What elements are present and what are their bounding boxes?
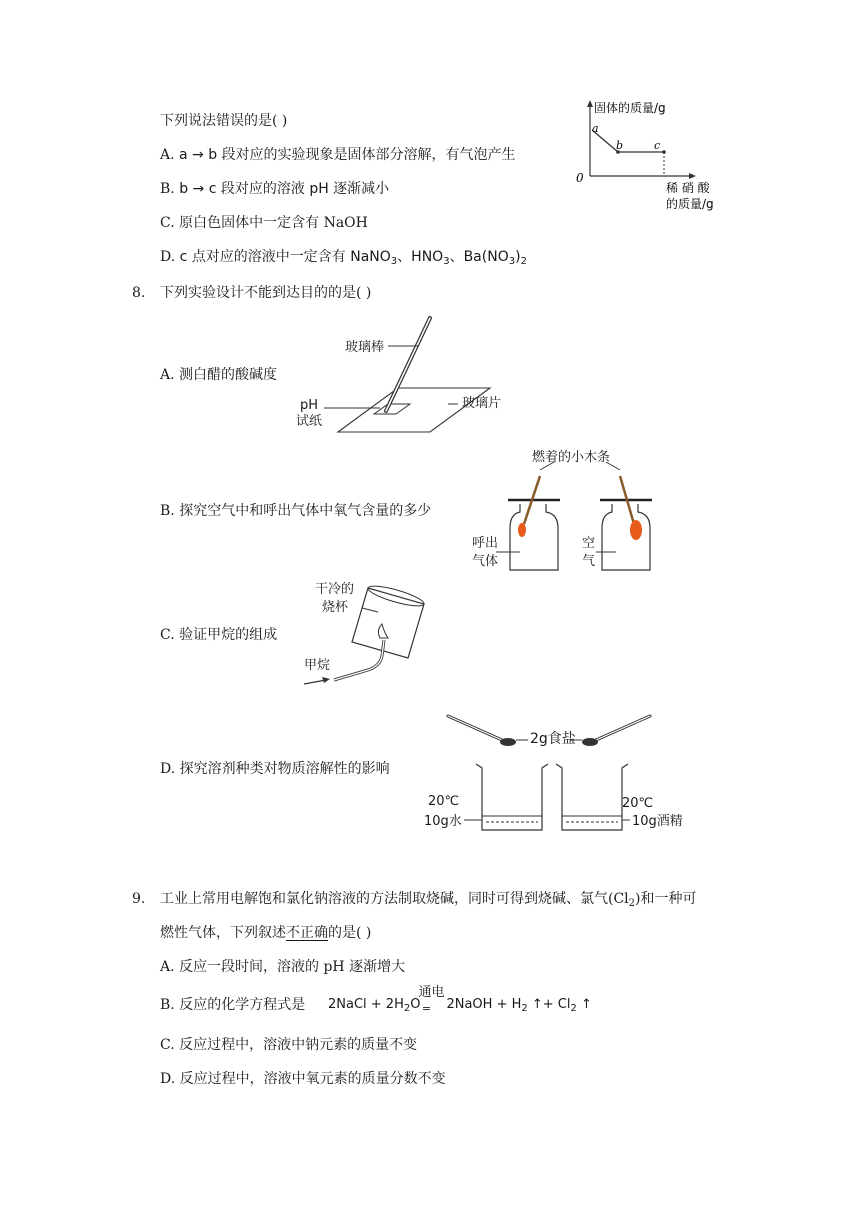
beaker [352, 588, 424, 658]
label-temp-left: 20℃ [428, 794, 460, 809]
option-text: 反应过程中，溶液中钠元素的质量不变 [179, 1037, 418, 1053]
option-letter: A. [160, 367, 175, 383]
option-text: 反应一段时间，溶液的 pH 逐渐增大 [179, 959, 406, 975]
beaker-pointer [362, 608, 378, 612]
label-methane: 甲烷 [304, 658, 331, 673]
option-letter: C. [160, 627, 175, 643]
option-letter: C. [160, 215, 175, 231]
option-text: 反应过程中，溶液中氧元素的质量分数不变 [179, 1071, 446, 1087]
q8-fig-a-ph-test [290, 310, 550, 440]
option-text: 探究空气中和呼出气体中氧气含量的多少 [179, 503, 432, 519]
option-letter: D. [160, 1071, 176, 1087]
option-text: 原白色固体中一定含有 NaOH [179, 215, 368, 231]
q9-equation: 2NaCl + $2H_2O$ 通电 $_=$ 2NaOH + $H_2$ ↑+ $Cl_2$ ↑ [328, 985, 592, 1015]
q7-option-a [160, 146, 516, 164]
q7-mass-graph [570, 96, 730, 216]
label-ph-line2: 试纸 [296, 414, 323, 429]
q9-option-c [160, 1036, 417, 1054]
q7-stem: 下列说法错误的是( ) [160, 113, 288, 129]
option-text: 探究溶剂种类对物质溶解性的影响 [179, 761, 390, 777]
beaker-alcohol [556, 764, 628, 830]
option-letter: A. [160, 147, 175, 163]
flame-small [518, 523, 526, 537]
ph-paper [374, 404, 410, 414]
x-axis-arrow [689, 173, 696, 179]
q7-option-d [160, 248, 527, 266]
option-letter: A. [160, 959, 175, 975]
label-air-line1: 空 [582, 536, 596, 551]
point-c-label: c [654, 139, 661, 152]
bottle-exhaled [510, 504, 558, 570]
q8-option-b [160, 502, 431, 520]
q7-option-c [160, 214, 368, 232]
option-text: 测白醋的酸碱度 [179, 367, 278, 383]
option-letter: D. [160, 761, 176, 777]
option-text: c 点对应的溶液中一定含有 NaNO$_3$、$HNO_3$、$Ba(NO_3)_2$ [179, 249, 527, 267]
bottle-air [602, 504, 650, 570]
q8-option-d [160, 760, 390, 778]
point-a-label: a [592, 122, 599, 135]
label-exhaled-line2: 气体 [472, 554, 499, 569]
underlined-keyword: 不正确 [286, 925, 328, 941]
flame-large [630, 520, 642, 540]
q8-number: 8. [132, 285, 146, 301]
option-letter: B. [160, 997, 175, 1013]
beaker-water [476, 764, 548, 830]
option-text: 验证甲烷的组成 [179, 627, 278, 643]
q9-stem-line2: 燃性气体，下列叙述不正确的是( ) [160, 925, 372, 941]
label-glass-rod: 玻璃棒 [345, 340, 385, 355]
q9-option-d [160, 1070, 446, 1088]
option-letter: B. [160, 181, 175, 197]
q9-number: 9. [132, 891, 146, 907]
spoon-right-bowl [582, 738, 598, 746]
label-cup-line1: 干冷的 [315, 582, 355, 597]
x-axis-label-line2: 的质量/g [666, 197, 714, 211]
option-letter: B. [160, 503, 175, 519]
q9-option-b [160, 996, 305, 1014]
option-text: b → c 段对应的溶液 pH 逐渐减小 [179, 181, 390, 197]
label-burning-stick: 燃着的小木条 [532, 450, 611, 465]
q8-fig-b-bottles [470, 448, 670, 578]
gas-flow-arrow [304, 680, 326, 684]
option-text: a → b 段对应的实验现象是固体部分溶解，有气泡产生 [179, 147, 516, 163]
y-axis-arrow [587, 100, 593, 107]
label-glass-slide: 玻璃片 [462, 396, 502, 411]
label-alcohol: 10g酒精 [632, 814, 683, 829]
option-letter: D. [160, 249, 176, 265]
x-axis-label-line1: 稀 硝 酸 [666, 181, 710, 195]
y-axis-label: 固体的质量/g [594, 101, 666, 115]
point-b-label: b [616, 139, 624, 152]
label-exhaled-line1: 呼出 [472, 536, 499, 551]
q8-option-a [160, 366, 277, 384]
option-text: 反应的化学方程式是 [179, 997, 306, 1013]
spoon-left-bowl [500, 738, 516, 746]
reaction-condition: 通电 [418, 985, 445, 1000]
gas-flow-arrowhead [322, 677, 330, 683]
label-water: 10g水 [424, 814, 462, 829]
q8-stem: 下列实验设计不能到达目的的是( ) [160, 285, 372, 301]
label-air-line2: 气 [582, 554, 596, 569]
label-temp-right: 20℃ [622, 796, 654, 811]
gas-tube [334, 640, 384, 680]
origin-label: 0 [576, 171, 584, 185]
q8-option-c [160, 626, 277, 644]
q9-stem-line1: 工业上常用电解饱和氯化钠溶液的方法制取烧碱，同时可得到烧碱、氯气$(Cl_2)$和一种可 [160, 891, 697, 909]
q7-option-b [160, 180, 389, 198]
flame [378, 624, 388, 638]
equals-sign: = [421, 1002, 432, 1015]
q9-option-a [160, 958, 405, 976]
label-ph-line1: pH [300, 398, 319, 413]
label-salt: 2g食盐 [530, 731, 576, 747]
point-c-marker [662, 150, 666, 154]
option-letter: C. [160, 1037, 175, 1053]
label-cup-line2: 烧杯 [322, 600, 349, 615]
